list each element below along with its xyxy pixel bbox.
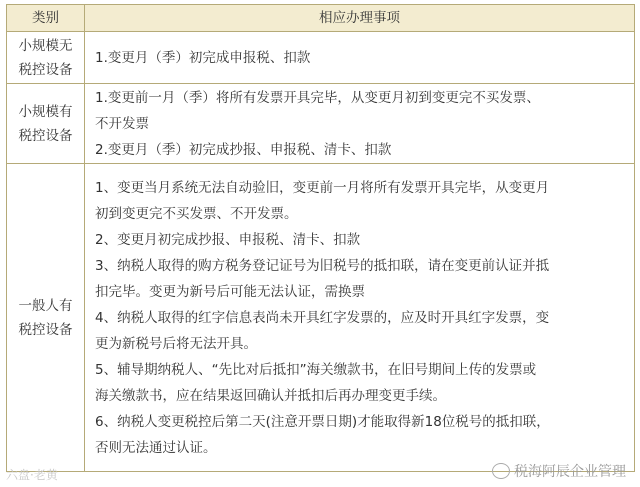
item-line: 1、变更当月系统无法自动验旧，变更前一月将所有发票开具完毕，从变更月 [95, 179, 550, 196]
category-line: 小规模无 [18, 37, 73, 54]
list-item [95, 357, 626, 409]
items-cell [85, 164, 635, 472]
category-cell [7, 84, 85, 164]
item-line: 2、变更月初完成抄报、申报税、清卡、扣款 [95, 231, 361, 248]
header-items: 相应办理事项 [85, 5, 635, 32]
items-cell [85, 32, 635, 84]
item-line: 3、纳税人取得的购方税务登记证号为旧税号的抵扣联，请在变更前认证并抵 [95, 257, 550, 274]
category-line: 税控设备 [18, 321, 73, 338]
item-line: 2.变更月（季）初完成抄报、申报税、清卡、扣款 [95, 141, 392, 158]
list-item [95, 45, 626, 71]
item-line: 5、辅导期纳税人、“先比对后抵扣”海关缴款书，在旧号期间上传的发票或 [95, 361, 537, 378]
category-cell [7, 164, 85, 472]
item-line: 1.变更月（季）初完成申报税、扣款 [95, 49, 311, 66]
list-item [95, 137, 626, 163]
item-line: 1.变更前一月（季）将所有发票开具完毕，从变更月初到变更完不买发票、 [95, 89, 540, 106]
category-cell [7, 32, 85, 84]
items-cell [85, 84, 635, 164]
item-line: 6、纳税人变更税控后第二天(注意开票日期)才能取得新18位税号的抵扣联， [95, 413, 550, 430]
wechat-icon [492, 463, 510, 479]
category-line: 税控设备 [18, 127, 73, 144]
item-line: 更为新税号后将无法开具。 [95, 335, 257, 352]
watermark-left: 六盘·老黄 [6, 468, 58, 482]
table-row [7, 84, 635, 164]
procedure-table [6, 4, 635, 472]
list-item [95, 409, 626, 461]
list-item [95, 227, 626, 253]
category-line: 一般人有 [18, 297, 73, 314]
table-row [7, 32, 635, 84]
item-line: 扣完毕。变更为新号后可能无法认证，需换票 [95, 283, 365, 300]
category-line: 税控设备 [18, 61, 73, 78]
category-line: 小规模有 [18, 103, 73, 120]
item-line: 初到变更完不买发票、不开发票。 [95, 205, 298, 222]
item-line: 不开发票 [95, 115, 149, 132]
table-row [7, 164, 635, 472]
watermark-right [492, 461, 626, 481]
item-line: 4、纳税人取得的红字信息表尚未开具红字发票的，应及时开具红字发票，变 [95, 309, 550, 326]
watermark-right-text: 税海阿辰企业管理 [514, 464, 626, 480]
list-item [95, 175, 626, 227]
list-item [95, 85, 626, 137]
header-row [7, 5, 635, 32]
list-item [95, 253, 626, 305]
item-line: 海关缴款书，应在结果返回确认并抵扣后再办理变更手续。 [95, 387, 446, 404]
item-line: 否则无法通过认证。 [95, 439, 217, 456]
header-category: 类别 [7, 5, 85, 32]
list-item [95, 305, 626, 357]
